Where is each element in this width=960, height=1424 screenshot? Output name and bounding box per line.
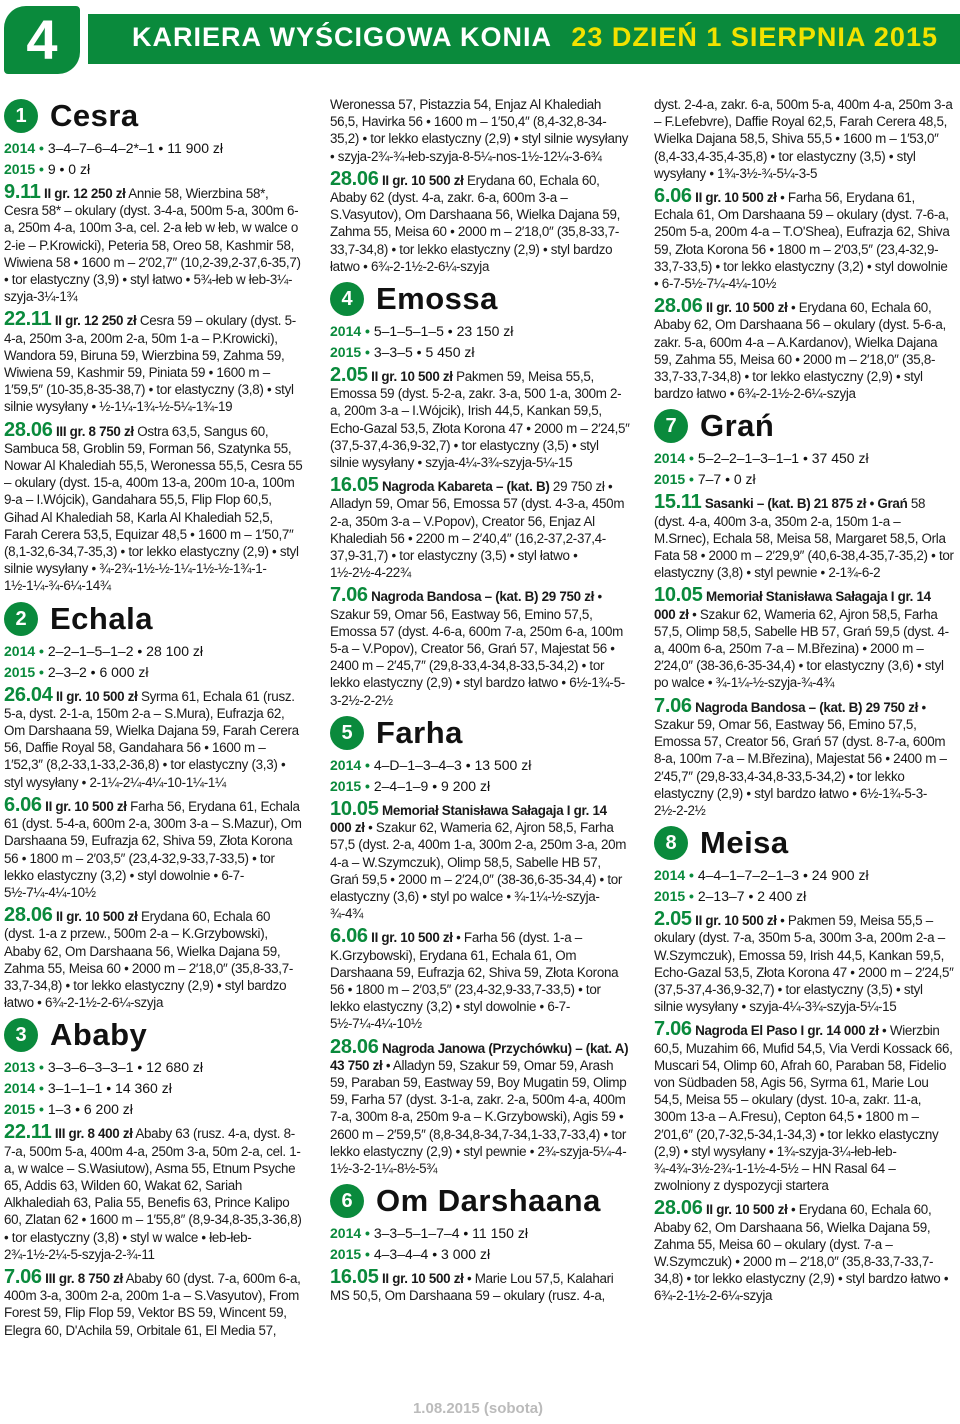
race-date: 28.06 [4, 418, 53, 441]
horse-number-badge: 3 [4, 1018, 38, 1052]
horse-name: Om Darshaana [376, 1183, 601, 1219]
race-entry [654, 584, 954, 691]
race-title: II gr. 10 500 zł [381, 172, 464, 188]
race-entry [4, 1121, 304, 1263]
season-stats: 2015 • 4–3–4–4 • 3 000 zł [330, 1246, 491, 1263]
season-stats: 2014 • 3–1–1–1 • 14 360 zł [4, 1080, 172, 1097]
race-entry [4, 418, 304, 595]
horse-name: Echala [50, 600, 153, 636]
race-entry [330, 1035, 630, 1178]
race-entry [4, 683, 304, 791]
race-date: 22.11 [4, 308, 52, 331]
season-year: 2015 [4, 663, 36, 680]
race-details: Annie 58, Wierzbina 58*, Cesra 58* – okulary (dyst. 3-4-a, 500m 5-a, 300m 6-a, 250m 4-a, 100m 3-a, cel. 2-a łeb w łeb, w walce o 2-ie – P.Krowicki), Peteria 58, Oreo 58, Kashmir 58, Wiwiena 58 • 1600 m – 2′02,7″ (10,2-39,2-37,6-35,7) • tor elastyczny (3,9) • styl łatwo • 5¾-łeb w łeb-3¼-szyja-3¼-1¾ [4, 186, 301, 305]
race-date: 7.06 [330, 584, 368, 607]
horse-number-badge: 7 [654, 409, 688, 443]
season-year: 2014 [330, 1225, 362, 1242]
race-date: 28.06 [330, 167, 379, 190]
race-date: 2.05 [330, 364, 368, 387]
season-stats: 2014 • 5–1–5–1–5 • 23 150 zł [330, 323, 514, 340]
race-date: 16.05 [330, 1266, 379, 1289]
race-entry [330, 584, 630, 708]
race-title: II gr. 10 500 zł [55, 909, 138, 925]
season-year: 2015 [330, 777, 362, 794]
race-date: 7.06 [654, 1018, 692, 1041]
race-date: 6.06 [330, 925, 368, 948]
page-header [0, 0, 960, 88]
race-title: Nagroda El Paso I gr. 14 000 zł [695, 1023, 879, 1039]
race-details: Cesra 59 – okulary (dyst. 5-4-a, 250m 3-a, 200m 2-a, 50m 1-a – P.Krowicki), Wandora 59, Biruna 59, Wierzbina 59, Zahma 59, Wiwiena 59, Kashmir 59, Piniata 59 • 1600 m – 1′59,5″ (10-35,8-35-38,7) • tor elastyczny (3,8) • styl silnie wysyłany • ½-1¼-1¾-½-5¼-1¾-19 [4, 313, 296, 415]
horse-heading [4, 601, 304, 637]
race-details: • Marie Lou 57,5, Kalahari MS 50,5, Om Darshaana 59 – okulary (rusz. 4-a, [330, 1271, 614, 1304]
race-details: • Szakur 62, Wameria 62, Ajron 58,5, Farha 57,5 (dyst. 2-a, 400m 1-a, 300m 2-a, 250m 3-a, 20m 4-a – W.Szymczuk), Olimp 58,5, Sabelle HB 57, Grań 59,5 • 2000 m – 2′24,0″ (38-36,6-35-34,4) • tor elastyczny (3,6) • styl po walce • ¾-1¼-½-szyja-¾-4¾ [330, 820, 627, 922]
race-date: 9.11 [4, 181, 41, 203]
race-details: Weronessa 57, Pistazzia 54, Enjaz Al Khalediah 56,5, Havirka 56 • 1600 m – 1′50,4″ (8,4-32,8-34-35,2) • tor lekko elastyczny (2,9) • styl silnie wysyłany • szyja-2¾-¾-łeb-szyja-8-5¼-nos-1½-12¼-3-6¾ [330, 97, 629, 164]
race-details: Ababy 60 (dyst. 7-a, 600m 6-a, 400m 3-a, 300m 2-a, 200m 1-a – S.Vasyutov), From Forest 59, Flip Flop 59, Vektor BS 59, Wincent 59, Elegra 60, D'Achila 59, Orbitale 61, El Media 57, [4, 1270, 301, 1338]
race-title: Memoriał Stanisława Sałagaja I gr. 14 000 zł [330, 802, 607, 836]
season-year: 2014 [4, 642, 36, 659]
race-entry [654, 96, 954, 182]
race-title: II gr. 12 250 zł [54, 313, 137, 329]
race-details: Pakmen 59, Meisa 55,5, Emossa 59 (dyst. 5-2-a, zakr. 3-a, 500 1-a, 300m 2-a, 200m 3-a – I.Wójcik), Irish 44,5, Kankan 59,5, Echo-Gazal 53,5, Złota Korona 47 • 2000 m – 2′24,5″ (37,5-37,4-36,9-32,7) • tor elastyczny (3,5) • styl silnie wysyłany • szyja-4¼-3¾-szyja-5¼-15 [330, 369, 630, 471]
race-title: II gr. 10 500 zł [695, 913, 777, 929]
race-details: Ababy 63 (rusz. 4-a, dyst. 8-7-a, 500m 5-a, 400m 4-a, 250m 3-a, 50m 2-a, cel. 1-a, w walce – S.Wasiutow), Asma 55, Etnum Psyche 65, Addis 63, Wilden 60, Wakat 62, Sariah Alkhalediah 63, Palia 55, Benefis 63, Prince Kalipo 60, Zlatan 62 • 1600 m – 1′55,8″ (8,9-34,8-35,3-36,8) • tor elastyczny (3,8) • styl w walce • łeb-łeb-2¾-1½-2¼-5-szyja-2-¾-11 [4, 1126, 302, 1262]
horse-heading [330, 1183, 630, 1219]
season-results: 3–1–1–1 • 14 360 zł [47, 1080, 172, 1097]
horse-heading [4, 1017, 304, 1053]
season-year: 2014 [330, 323, 362, 340]
season-stats: 2014 • 2–2–1–5–1–2 • 28 100 zł [4, 642, 203, 659]
race-date: 6.06 [654, 185, 692, 208]
race-date: 15.11 [654, 491, 702, 514]
season-results: 2–13–7 • 2 400 zł [697, 888, 807, 905]
race-details: Farha 56, Erydana 61, Echala 61 (dyst. 5-4-a, 600m 2-a, 300m 3-a – S.Mazur), Om Darshaana 59, Eufrazja 62, Shiva 59, Złota Korona 56 • 1800 m – 2′03,5″ (23,4-32,9-33,7-33,5) • tor lekko elastyczny (3,2) • styl dowolnie • 6-7-5½-7¼-4¼-10½ [4, 798, 302, 900]
race-title: III gr. 8 750 zł [45, 1270, 123, 1286]
season-stats: 2014 • 3–3–5–1–7–4 • 11 150 zł [330, 1225, 528, 1242]
race-date: 16.05 [330, 474, 379, 497]
season-stats: 2014 • 3–4–7–6–4–2*–1 • 11 900 zł [4, 140, 223, 156]
race-date: 7.06 [654, 694, 692, 717]
season-year: 2015 [654, 888, 686, 905]
race-details: dyst. 2-4-a, zakr. 6-a, 500m 5-a, 400m 4-a, 250m 3-a – F.Lefebvre), Daffie Royal 62,5, Farah Cerera 48,5, Wielka Dajana 58,5, Shiva 55,5 • 1600 m – 1′53,0″ (8,4-33,4-35,4-35,8) • tor elastyczny (3,5) • styl wysyłany • 1¾-3½-¾-5¼-3-5 [654, 97, 953, 181]
race-details: • Erydana 60, Echala 60, Ababy 62, Om Darshaana 56 – okulary (dyst. 5-6-a, zakr. 5-a, 600m 4-a – A.Kardanov), Wielka Dajana 59, Zahma 55, Meisa 60 • 2000 m – 2′18,0″ (35,8-33,7-33,7-34,8) • tor lekko elastyczny (2,9) • styl bardzo łatwo • 6¾-2-1½-2-6¼-szyja [654, 300, 946, 402]
race-details: Ostra 63,5, Sangus 60, Sambuca 58, Groblin 59, Forman 56, Szatynka 55, Nowar Al Khalediah 55,5, Weronessa 55,5, Cesra 55 – okulary (dyst. 15-a, 400m 13-a, 200m 10-a, 100m 9-a – I.Wójcik), Gandahara 55,5, Flip Flop 60,5, Gihad Al Khalediah 58, Karla Al Khalediah 52,5, Farah Cerera 53,5, Equizar 48,5 • 1600 m – 1′50,7″ (8,1-32,6-34,7-35,3) • tor lekko elastyczny (2,9) • styl silnie wysyłany • ¾-2¾-1½-½-1¼-1½-½-1¾-1-1½-1¼-¾-6¼-14¾ [4, 423, 303, 594]
race-details: 58 (dyst. 4-a, 400m 3-a, 350m 2-a, 150m 1-a – M.Srnec), Echala 58, Meisa 58, Margaret 58,5, Orla Fata 58 • 2000 m – 2′29,9″ (40,6-38,4-35,7-35,2) • tor elastyczny (3,8) • styl pewnie • 2-1¾-6-2 [654, 496, 954, 581]
footer-date: 1.08.2015 (sobota) [412, 1400, 544, 1417]
season-results: 2–2–1–5–1–2 • 28 100 zł [47, 642, 203, 659]
season-year: 2014 [654, 450, 686, 467]
race-details: • Erydana 60, Echala 60, Ababy 62, Om Darshaana 56, Wielka Dajana 59, Zahma 55, Meisa 60 – okulary (dyst. 7-a – W.Szymczuk) • 2000 m – 2′18,0″ (35,8-33,7-33,7-34,8) • tor lekko elastyczny (2,9) • styl bardzo łatwo • 6¾-2-1½-2-6¼-szyja [654, 1202, 949, 1304]
page-number-badge: 4 [4, 6, 80, 74]
horse-name: Grań [700, 408, 775, 444]
race-entry [654, 185, 954, 292]
column-1 [4, 92, 304, 1345]
season-stats: 2013 • 3–3–6–3–3–1 • 12 680 zł [4, 1059, 203, 1076]
season-results: 3–4–7–6–4–2*–1 • 11 900 zł [47, 140, 223, 156]
race-title: II gr. 10 500 zł [371, 930, 453, 946]
season-year: 2015 [4, 1101, 36, 1118]
season-results: 3–3–5–1–7–4 • 11 150 zł [373, 1225, 528, 1242]
race-date: 28.06 [654, 1197, 703, 1220]
header-date: 23 DZIEŃ 1 SIERPNIA 2015 [571, 22, 938, 52]
race-date: 6.06 [4, 793, 42, 816]
race-details: • Wierzbin 60,5, Muzahim 66, Mufid 54,5, Via Verdi Kossack 66, Muscari 54, Olimp 60, Afrah 60, Paraban 58, Fidelio von Südbaden 58, Agis 56, Syrma 61, Marie Lou 54,5, Meisa 55 – okulary (dyst. 10-a, zakr. 11-a, 300m 13-a – A.Fresu), Cepton 64,5 • 1800 m – 2′01,6″ (20,7-32,5-34,1-34,3) • tor lekko elastyczny (2,9) • styl wysyłany • 1¾-szyja-3¼-łeb-łeb-¾-4¾-3½-2¾-1-1½-4-5½ – HN Rasal 64 – zwolniony z dyspozycji startera [654, 1023, 953, 1194]
column-3 [654, 92, 954, 1311]
horse-heading [4, 98, 304, 134]
race-title: Nagroda Kabareta – (kat. B) [381, 479, 550, 495]
race-date: 28.06 [4, 904, 53, 927]
header-title: KARIERA WYŚCIGOWA KONIA [132, 22, 552, 52]
horse-number-badge: 2 [4, 602, 38, 636]
race-details: • Szakur 59, Omar 56, Eastway 56, Emino 57,5, Emossa 57, Creator 56, Grań 57 (dyst. 8-7-a, 600m 8-a, 100m 7-a – M.Březina), Majestat 56 • 2400 m – 2′45,7″ (29,8-33,4-34,8-33,5-34,2) • tor lekko elastyczny (2,9) • styl bardzo łatwo • 6½-1¾-5-3-2½-2-2½ [654, 699, 947, 818]
race-title: II gr. 10 500 zł [381, 1271, 464, 1287]
race-title: Sasanki – (kat. B) 21 875 zł • Grań [704, 496, 908, 512]
race-date: 28.06 [330, 1035, 379, 1058]
race-details: • Szakur 62, Wameria 62, Ajron 58,5, Farha 57,5, Olimp 58,5, Sabelle HB 57, Grań 59,5 (dyst. 4-a, 400m 6-a, 250m 7-a – M.Březina) • 2000 m – 2′24,0″ (38-36,6-35-34,4) • tor elastyczny (3,6) • styl po walce • ¾-1¼-½-szyja-¾-4¾ [654, 606, 949, 691]
season-stats: 2015 • 2–4–1–9 • 9 200 zł [330, 777, 491, 794]
season-stats: 2015 • 1–3 • 6 200 zł [4, 1101, 133, 1118]
race-entry [654, 694, 954, 819]
race-entry [654, 1197, 954, 1304]
horse-heading [330, 715, 630, 751]
race-details: • Farha 56, Erydana 61, Echala 61, Om Darshaana 59 – okulary (dyst. 7-6-a, 250m 5-a, 200m 4-a – T.O'Shea), Eufrazja 62, Shiva 59, Złota Korona 56 • 1800 m – 2′03,5″ (23,4-32,9-33,7-33,5) • tor lekko elastyczny (3,2) • styl dowolnie • 6-7-5½-7¼-4¼-10½ [654, 190, 950, 292]
horse-heading [654, 825, 954, 861]
season-stats: 2014 • 4–D–1–3–4–3 • 13 500 zł [330, 756, 532, 773]
season-results: 4–3–4–4 • 3 000 zł [373, 1246, 491, 1263]
race-details: • Farha 56 (dyst. 1-a – K.Grzybowski), Erydana 61, Echala 61, Om Darshaana 59, Eufrazja 62, Shiva 59, Złota Korona 56 • 1800 m – 2′03,5″ (23,4-32,9-33,7-33,5) • tor lekko elastyczny (3,2) • styl dowolnie • 6-7-5½-7¼-4¼-10½ [330, 930, 619, 1032]
race-title: II gr. 12 250 zł [44, 186, 126, 201]
race-details: Syrma 61, Echala 61 (rusz. 5-a, dyst. 2-1-a, 150m 2-a – S.Mura), Eufrazja 62, Om Darshaana 59, Wielka Dajana 59, Farah Cerera 56, Daffie Royal 58, Gandahara 56 • 1600 m – 1′52,3″ (8,2-33,1-33,2-36,8) • tor elastyczny (3,3) • styl wysyłany • 2-1¼-2¼-4¼-10-1¼-1¼ [4, 688, 299, 790]
race-date: 2.05 [654, 908, 692, 931]
column-2 [330, 92, 630, 1311]
race-title: II gr. 10 500 zł [705, 300, 788, 316]
race-entry [4, 793, 304, 901]
horse-heading [330, 281, 630, 317]
horse-number-badge: 5 [330, 716, 364, 750]
race-entry [330, 364, 630, 471]
race-title: II gr. 10 500 zł [55, 688, 138, 704]
race-title: II gr. 10 500 zł [695, 190, 777, 206]
season-results: 5–1–5–1–5 • 23 150 zł [373, 323, 514, 340]
race-details: • Pakmen 59, Meisa 55,5 – okulary (dyst. 7-a, 350m 5-a, 300m 3-a, 200m 2-a – W.Szymczuk), Emossa 59, Irish 44,5, Kankan 59,5, Echo-Gazal 53,5, Złota Korona 47 • 2000 m – 2′24,5″ (37,5-37,4-36,9-32,7) • tor elastyczny (3,5) • styl silnie wysyłany • szyja-4¼-3¾-szyja-5¼-15 [654, 913, 954, 1015]
race-details: • Szakur 59, Omar 56, Eastway 56, Emino 57,5, Emossa 57 (dyst. 4-6-a, 600m 7-a, 250m 6-a, 100m 5-a – V.Popov), Creator 56, Grań 57, Majestat 56 • 2400 m – 2′45,7″ (29,8-33,4-34,8-33,5-34,2) • tor lekko elastyczny (2,9) • styl bardzo łatwo • 6½-1¾-5-3-2½-2-2½ [330, 589, 625, 708]
season-results: 3–3–6–3–3–1 • 12 680 zł [47, 1059, 203, 1076]
race-title: III gr. 8 400 zł [54, 1126, 133, 1142]
season-stats: 2015 • 2–13–7 • 2 400 zł [654, 888, 807, 905]
season-stats: 2014 • 4–4–1–7–2–1–3 • 24 900 zł [654, 867, 869, 884]
horse-number-badge: 4 [330, 282, 364, 316]
season-year: 2015 [654, 471, 686, 488]
race-date: 7.06 [4, 1265, 42, 1288]
race-title: Nagroda Bandosa – (kat. B) 29 750 zł [695, 699, 919, 715]
season-results: 3–3–5 • 5 450 zł [373, 344, 475, 361]
season-results: 2–4–1–9 • 9 200 zł [373, 777, 491, 794]
race-entry [654, 491, 954, 581]
season-results: 5–2–2–1–3–1–1 • 37 450 zł [697, 450, 869, 467]
race-title: Memoriał Stanisława Sałagaja I gr. 14 000 zł [654, 589, 931, 622]
season-year: 2014 [4, 140, 36, 156]
season-results: 2–3–2 • 6 000 zł [47, 663, 149, 680]
race-details: 29 750 zł • Alladyn 59, Omar 56, Emossa 57 (dyst. 4-3-a, 450m 2-a, 350m 3-a – V.Popov), Creator 56, Enjaz Al Khalediah 56 • 2200 m – 2′40,4″ (16,2-37,2-37,4-37,9-31,7) • tor elastyczny (3,5) • styl łatwo • 1½-2½-4-22¾ [330, 479, 625, 581]
season-stats: 2014 • 5–2–2–1–3–1–1 • 37 450 zł [654, 450, 869, 467]
race-title: Nagroda Janowa (Przychówku) – (kat. A) 43 750 zł [330, 1040, 629, 1073]
horse-number-badge: 1 [4, 99, 38, 133]
race-entry [330, 167, 630, 275]
season-year: 2015 [4, 161, 36, 177]
horse-name: Cesra [50, 98, 139, 133]
race-entry [330, 474, 630, 581]
race-entry [4, 181, 304, 305]
race-entry [330, 96, 630, 165]
race-title: II gr. 10 500 zł [371, 369, 453, 385]
season-stats: 2015 • 9 • 0 zł [4, 161, 91, 177]
horse-number-badge: 6 [330, 1184, 364, 1218]
race-details: Erydana 60, Echala 60 (dyst. 1-a z przew., 500m 2-a – K.Grzybowski), Ababy 62, Om Darshaana 56, Wielka Dajana 59, Zahma 55, Meisa 60 • 2000 m – 2′18,0″ (35,8-33,7-33,7-34,8) • tor lekko elastyczny (2,9) • styl bardzo łatwo • 6¾-2-1½-2-6¼-szyja [4, 909, 294, 1011]
season-results: 7–7 • 0 zł [697, 471, 756, 488]
race-entry [654, 295, 954, 402]
race-date: 10.05 [654, 584, 703, 607]
season-year: 2013 [4, 1059, 36, 1076]
season-year: 2015 [330, 1246, 362, 1263]
race-date: 26.04 [4, 683, 53, 706]
race-entry [654, 1018, 954, 1194]
horse-heading [654, 408, 954, 444]
header-bar [88, 14, 960, 64]
race-entry [330, 797, 630, 922]
race-date: 22.11 [4, 1121, 52, 1144]
race-details: • Alladyn 59, Szakur 59, Omar 59, Arash 59, Paraban 59, Eastway 59, Boy Mugatin 59, Olimp 59, Farha 57 (dyst. 3-1-a, zakr. 2-a, 500m 4-a, 400m 7-a, 300m 8-a, 250m 9-a – K.Grzybowski), Agis 59 • 2600 m – 2′59,5″ (8,8-34,8-34,7-34,1-33,7-33,4) • tor lekko elastyczny (2,9) • styl pewnie • 2¾-szyja-5¼-4-1½-3-2-1¼-8½-5¾ [330, 1057, 627, 1176]
horse-name: Ababy [50, 1017, 148, 1053]
season-results: 4–D–1–3–4–3 • 13 500 zł [373, 756, 532, 773]
horse-name: Meisa [700, 825, 789, 861]
season-stats: 2015 • 2–3–2 • 6 000 zł [4, 663, 149, 680]
race-date: 10.05 [330, 797, 379, 820]
race-entry [4, 1265, 304, 1339]
season-year: 2014 [654, 867, 686, 884]
season-stats: 2015 • 7–7 • 0 zł [654, 471, 756, 488]
season-results: 1–3 • 6 200 zł [47, 1101, 133, 1118]
race-title: II gr. 10 500 zł [45, 798, 127, 814]
race-title: II gr. 10 500 zł [705, 1202, 788, 1218]
race-details: Erydana 60, Echala 60, Ababy 62 (dyst. 4-a, zakr. 6-a, 600m 3-a – S.Vasyutov), Om Darshaana 56, Wielka Dajana 59, Zahma 55, Meisa 60 • 2000 m – 2′18,0″ (35,8-33,7-33,7-34,8) • tor lekko elastyczny (2,9) • styl bardzo łatwo • 6¾-2-1½-2-6¼-szyja [330, 172, 621, 274]
season-stats: 2015 • 3–3–5 • 5 450 zł [330, 344, 475, 361]
season-year: 2015 [330, 344, 362, 361]
race-entry [4, 904, 304, 1011]
race-entry [4, 308, 304, 415]
race-entry [330, 1266, 630, 1304]
season-results: 9 • 0 zł [47, 161, 91, 177]
race-title: Nagroda Bandosa – (kat. B) 29 750 zł [371, 589, 595, 605]
horse-name: Emossa [376, 281, 498, 317]
race-title: III gr. 8 750 zł [55, 423, 134, 439]
season-year: 2014 [4, 1080, 36, 1097]
horse-name: Farha [376, 714, 463, 750]
horse-number-badge: 8 [654, 826, 688, 860]
race-date: 28.06 [654, 295, 703, 318]
race-entry [330, 925, 630, 1032]
season-results: 4–4–1–7–2–1–3 • 24 900 zł [697, 867, 869, 884]
race-entry [654, 908, 954, 1015]
season-year: 2014 [330, 756, 362, 773]
